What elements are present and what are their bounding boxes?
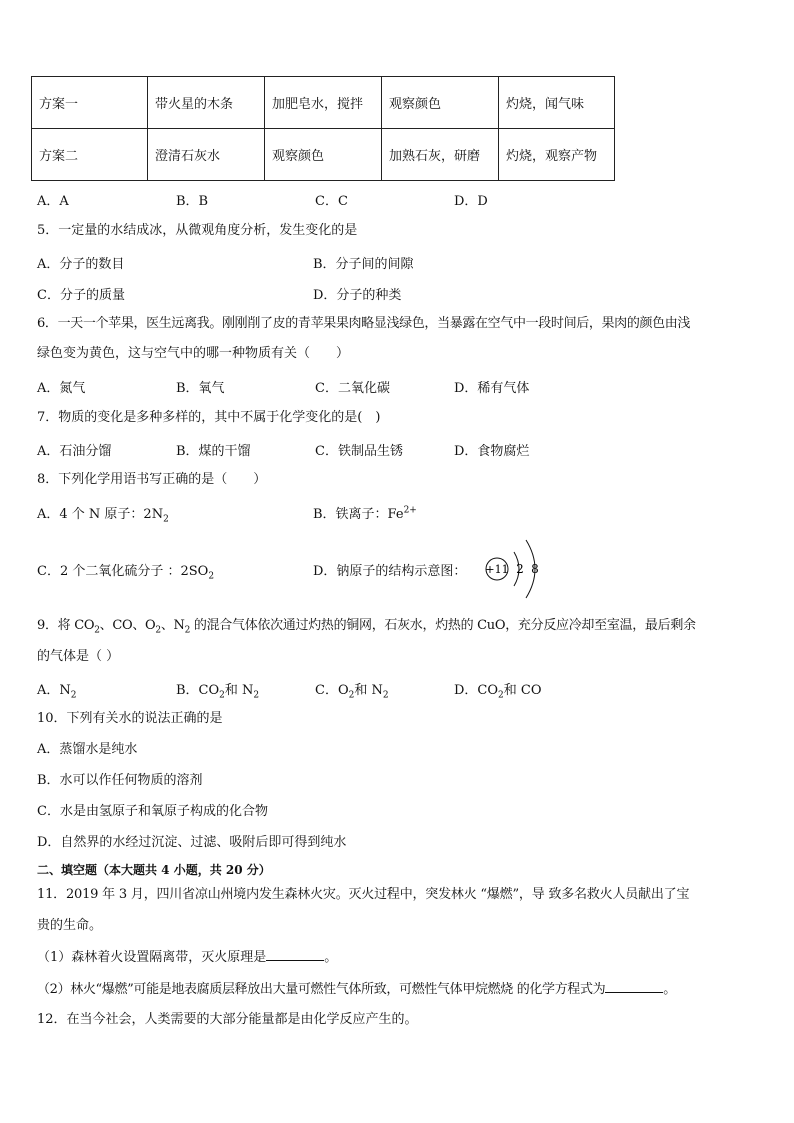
option-d: D．食物腐烂 (454, 444, 530, 459)
option-b (313, 503, 589, 525)
q4-options (37, 190, 593, 209)
subscript: 2 (498, 690, 504, 701)
option-d: D．D (454, 194, 488, 209)
q11-part1-end: 。 (324, 950, 338, 965)
q5-options-row2 (37, 284, 589, 303)
option-c: C．铁制品生锈 (315, 444, 403, 459)
table-cell: 方案一 (32, 77, 148, 129)
option-c (37, 560, 313, 582)
option-b-text: B．CO (176, 683, 220, 698)
table-cell: 带火星的木条 (148, 77, 265, 129)
option-c (315, 679, 454, 701)
subscript: 2 (155, 625, 161, 636)
subscript: 2 (70, 690, 77, 701)
q9-line2: 的气体是（ ） (37, 649, 120, 664)
option-a: A．A (37, 194, 69, 209)
q9-text: 、N (160, 618, 185, 633)
q9-text: 、CO、O (99, 618, 156, 633)
q7-stem: 7．物质的变化是多种多样的，其中不属于化学变化的是( ) (37, 410, 381, 425)
section-heading: 二、填空题（本大题共 4 小题，共 20 分） (37, 863, 271, 877)
shell-1-count: 2 (516, 562, 524, 576)
subscript: 2 (382, 690, 389, 701)
nucleus-charge: +11 (485, 563, 509, 576)
option-a: A．分子的数目 (37, 257, 125, 272)
option-d (313, 560, 589, 582)
answer-blank[interactable] (605, 980, 663, 993)
table-cell: 灼烧，观察产物 (499, 129, 615, 181)
table-cell: 方案二 (32, 129, 148, 181)
option-b: B．氧气 (176, 381, 225, 396)
subscript: 2 (94, 625, 100, 636)
sodium-atom-diagram (484, 536, 546, 604)
table-cell: 观察颜色 (382, 77, 499, 129)
option-a: A．蒸馏水是纯水 (37, 742, 138, 757)
option-a: A．石油分馏 (37, 444, 112, 459)
answer-blank[interactable] (266, 948, 324, 961)
q11-line1: 11．2019 年 3 月，四川省凉山州境内发生森林火灾。灭火过程中，突发林火 “爆燃”，导 致多名救火人员献出了宝 (37, 887, 690, 902)
q7-options (37, 440, 593, 459)
q8-options-row1 (37, 503, 589, 525)
subscript: 2 (208, 571, 215, 582)
option-c: C．分子的质量 (37, 288, 125, 303)
q9-text: 9．将 CO (37, 618, 95, 633)
option-d-text: D．钠原子的结构示意图： (313, 564, 467, 579)
option-d (454, 679, 593, 701)
q11-part2-end: 。 (663, 982, 676, 997)
q11-part2-text: （2）林火“爆燃”可能是地表腐质层释放出大量可燃性气体所致，可燃性气体甲烷燃烧 的化学方程式为 (37, 982, 606, 997)
q9-text: 的混合气体依次通过灼热的铜网，石灰水，灼热的 CuO，充分反应冷却至室温，最后剩余 (190, 618, 696, 633)
option-b (176, 679, 315, 701)
options-table (31, 76, 615, 181)
option-b: B．煤的干馏 (176, 444, 251, 459)
option-a-text: A．4 个 N 原子：2N (37, 507, 164, 522)
subscript: 2 (253, 690, 260, 701)
q5-stem: 5．一定量的水结成冰，从微观角度分析，发生变化的是 (37, 223, 358, 238)
option-d: D．分子的种类 (313, 288, 402, 303)
option-b: B．水可以作任何物质的溶剂 (37, 773, 203, 788)
table-cell: 加肥皂水，搅拌 (265, 77, 382, 129)
q11-line2: 贵的生命。 (37, 918, 103, 933)
subscript: 2 (184, 625, 191, 636)
option-d: D．自然界的水经过沉淀、过滤、吸附后即可得到纯水 (37, 835, 347, 850)
option-b-text: 和 N (224, 683, 254, 698)
option-c: C．二氧化碳 (315, 381, 390, 396)
option-a (37, 503, 313, 525)
q9-options (37, 679, 593, 701)
q6-options (37, 377, 593, 396)
option-c-text: C．O (315, 683, 349, 698)
shell-2-count: 8 (531, 562, 539, 576)
q9-line1 (37, 617, 696, 640)
option-b-text: B．铁离子：Fe (313, 507, 404, 522)
option-a-text: A．N (37, 683, 71, 698)
subscript: 2 (348, 690, 355, 701)
option-b: B．B (176, 194, 209, 209)
q5-options-row1 (37, 253, 589, 272)
table-cell: 加熟石灰，研磨 (382, 129, 499, 181)
option-a: A．氮气 (37, 381, 86, 396)
table-cell: 观察颜色 (265, 129, 382, 181)
option-b: B．分子间的间隙 (313, 257, 414, 272)
table-cell: 澄清石灰水 (148, 129, 265, 181)
q6-line1: 6．一天一个苹果，医生远离我。刚刚削了皮的青苹果果肉略显浅绿色，当暴露在空气中一段时间后，果肉的颜色由浅 (37, 316, 691, 331)
option-d-text: 和 CO (503, 683, 542, 698)
q11-part1-text: （1）森林着火设置隔离带，灭火原理是 (37, 950, 267, 965)
option-c-text: 和 N (354, 683, 383, 698)
option-d: D．稀有气体 (454, 381, 530, 396)
q10-stem: 10．下列有关水的说法正确的是 (37, 711, 223, 726)
table-cell: 灼烧，闻气味 (499, 77, 615, 129)
q11-part2 (37, 980, 676, 999)
option-c: C．C (315, 194, 348, 209)
option-a (37, 679, 176, 701)
table-row (32, 129, 615, 181)
option-d-text: D．CO (454, 683, 499, 698)
superscript: 2+ (403, 505, 417, 516)
option-c: C．水是由氢原子和氧原子构成的化合物 (37, 804, 268, 819)
q12-line1: 12．在当今社会，人类需要的大部分能量都是由化学反应产生的。 (37, 1012, 418, 1027)
q11-part1 (37, 948, 337, 967)
q8-stem: 8．下列化学用语书写正确的是（ ） (37, 472, 267, 487)
subscript: 2 (219, 690, 225, 701)
table-row (32, 77, 615, 129)
q6-line2: 绿色变为黄色，这与空气中的哪一种物质有关（ ） (37, 346, 350, 361)
option-c-text: C．2 个二氧化硫分子 ：2SO (37, 564, 209, 579)
subscript: 2 (163, 514, 169, 525)
